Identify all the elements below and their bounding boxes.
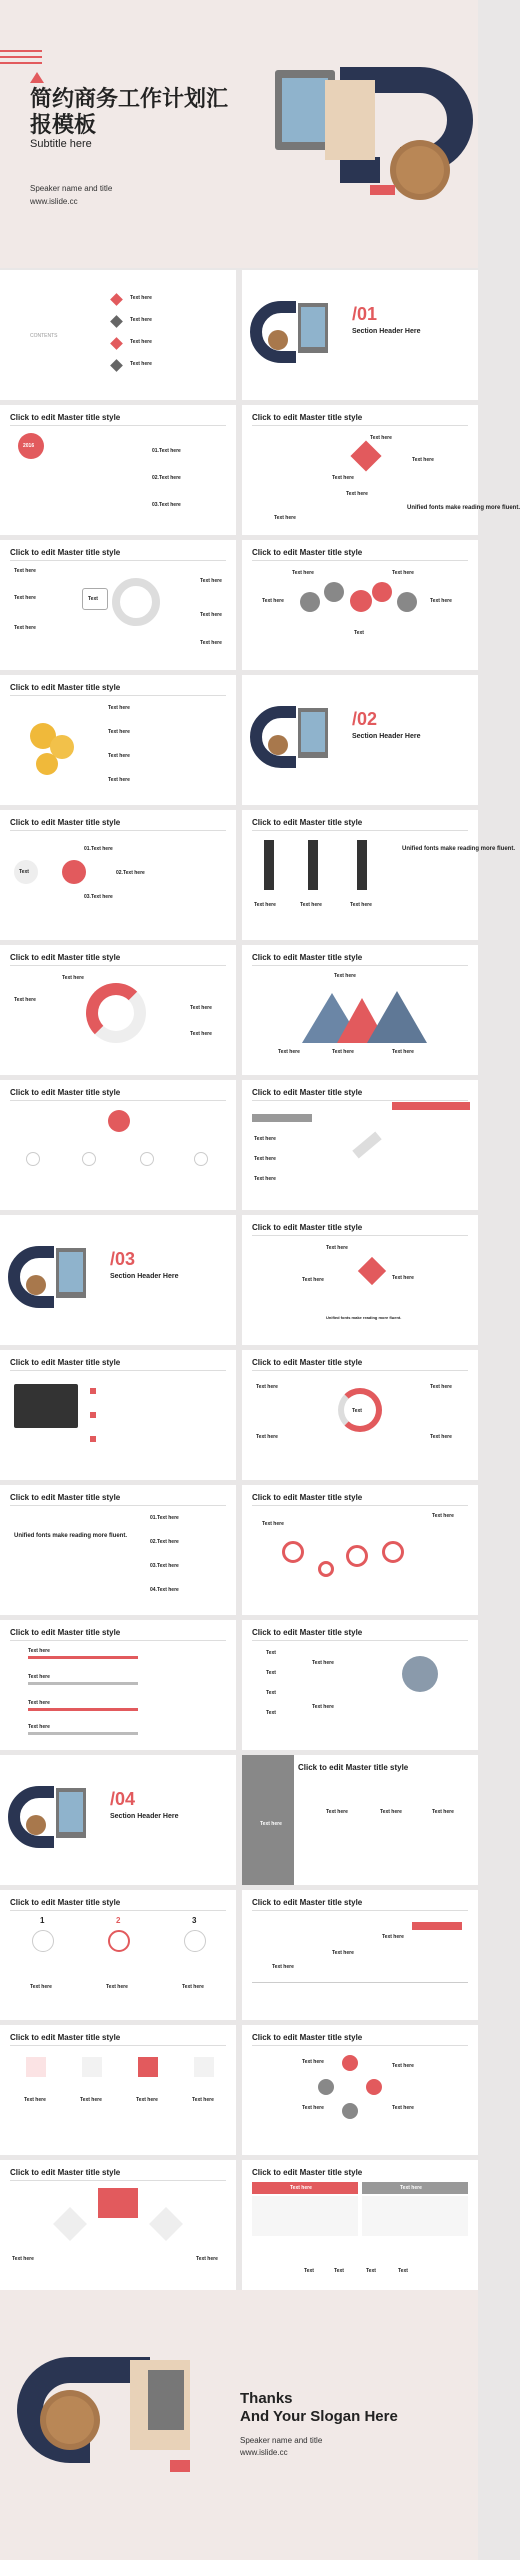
progress-bar bbox=[28, 1732, 138, 1735]
slide-diamond[interactable] bbox=[242, 405, 520, 535]
text-label: Text here bbox=[28, 1724, 50, 1730]
step-number: 2 bbox=[116, 1916, 121, 1925]
text-label: Text here bbox=[200, 578, 222, 584]
person-icon bbox=[357, 840, 367, 890]
node-circle bbox=[342, 2055, 358, 2071]
slide-title: Click to edit Master title style bbox=[252, 1358, 363, 1367]
diamond-label: Text here bbox=[332, 475, 354, 481]
photo-caption: Text here bbox=[260, 1821, 282, 1827]
person-avatar bbox=[402, 1656, 438, 1692]
text-label: Text here bbox=[302, 2105, 324, 2111]
text-label: Text here bbox=[302, 2059, 324, 2065]
title-rule bbox=[10, 1505, 226, 1506]
slide-title: Click to edit Master title style bbox=[10, 683, 121, 692]
slide-section-01[interactable] bbox=[242, 270, 478, 400]
text-label: Text here bbox=[350, 902, 372, 908]
small-label: Text bbox=[304, 2268, 314, 2274]
text-label: Text here bbox=[430, 1384, 452, 1390]
numbered-item: 01.Text here bbox=[84, 846, 113, 852]
slide-progress[interactable] bbox=[0, 1620, 236, 1750]
unified-text: Unified fonts make reading more fluent. bbox=[326, 1315, 402, 1320]
slide-title: Click to edit Master title style bbox=[10, 2168, 121, 2177]
slide-title: Click to edit Master title style bbox=[10, 953, 121, 962]
cover-triangle-icon bbox=[30, 72, 44, 83]
rocket-icon bbox=[352, 1132, 381, 1159]
progress-bar bbox=[28, 1656, 138, 1659]
ending-speaker: Speaker name and title bbox=[240, 2436, 323, 2445]
slide-bubbles[interactable] bbox=[242, 1485, 478, 1615]
cover-title: 简约商务工作计划汇报模板 bbox=[30, 86, 229, 137]
title-rule bbox=[10, 1640, 226, 1641]
title-rule bbox=[252, 560, 468, 561]
slide-timeline[interactable] bbox=[242, 1890, 478, 2020]
unified-text: Unified fonts make reading more fluent. bbox=[407, 505, 520, 511]
section-number: /02 bbox=[352, 709, 378, 729]
ring-shape bbox=[112, 578, 160, 626]
text-label: Text here bbox=[182, 1984, 204, 1990]
diamond-label: Text here bbox=[274, 515, 296, 521]
slogan-text: And Your Slogan Here bbox=[240, 2408, 398, 2425]
title-rule bbox=[10, 695, 226, 696]
text-label: Text here bbox=[326, 1245, 348, 1251]
diamond-shape bbox=[350, 440, 381, 471]
title-rule bbox=[252, 965, 468, 966]
center-text: Text bbox=[352, 1408, 362, 1414]
section-number: /01 bbox=[352, 304, 378, 324]
folder-icon bbox=[82, 2057, 102, 2077]
unified-text: Unified fonts make reading more fluent. bbox=[14, 1533, 128, 1539]
small-label: Text bbox=[398, 2268, 408, 2274]
slide-circle-text[interactable] bbox=[0, 540, 236, 670]
bullet-icon bbox=[90, 1412, 96, 1418]
section-header: Section Header Here bbox=[110, 1813, 179, 1820]
slide-hex-list[interactable] bbox=[0, 810, 236, 940]
slide-cross-circles[interactable] bbox=[242, 2025, 478, 2155]
text-label: Text here bbox=[292, 570, 314, 576]
text-label: Text here bbox=[190, 1005, 212, 1011]
slide-title: Click to edit Master title style bbox=[10, 413, 121, 422]
slide-donut[interactable] bbox=[0, 945, 236, 1075]
text-label: Text here bbox=[80, 2097, 102, 2103]
text-label: Text here bbox=[392, 570, 414, 576]
step-circle bbox=[184, 1930, 206, 1952]
slide-title: Click to edit Master title style bbox=[10, 1493, 121, 1502]
text-label: Text here bbox=[272, 1964, 294, 1970]
text-label: Text here bbox=[262, 1521, 284, 1527]
title-rule bbox=[10, 1100, 226, 1101]
icon-circle bbox=[372, 582, 392, 602]
text-label: Text here bbox=[136, 2097, 158, 2103]
label-bar bbox=[392, 1102, 470, 1110]
text-label: Text here bbox=[108, 777, 130, 783]
label-bar bbox=[252, 1114, 312, 1122]
slide-title: Click to edit Master title style bbox=[252, 1898, 363, 1907]
slide-title: Click to edit Master title style bbox=[252, 2033, 363, 2042]
title-rule bbox=[252, 830, 468, 831]
progress-bar bbox=[28, 1708, 138, 1711]
donut-shape bbox=[86, 983, 146, 1043]
slide-title: Click to edit Master title style bbox=[10, 1358, 121, 1367]
table-cell bbox=[252, 2196, 358, 2236]
text-label: Text here bbox=[190, 1031, 212, 1037]
numbered-item: 02.Text here bbox=[116, 870, 145, 876]
node-circle bbox=[366, 2079, 382, 2095]
thanks-title bbox=[240, 2390, 398, 2426]
text-label: Text here bbox=[256, 1434, 278, 1440]
small-label: Text bbox=[266, 1710, 276, 1716]
org-node bbox=[140, 1152, 154, 1166]
title-rule bbox=[252, 1100, 468, 1101]
building-photo bbox=[242, 1755, 294, 1885]
text-label: Text here bbox=[14, 595, 36, 601]
section-number: /04 bbox=[110, 1789, 136, 1809]
node-circle bbox=[318, 2079, 334, 2095]
coin-icon bbox=[36, 753, 58, 775]
text-label: Text here bbox=[432, 1513, 454, 1519]
slide-title: Click to edit Master title style bbox=[10, 818, 121, 827]
contents-diamond-icon bbox=[110, 337, 123, 350]
shape-icon bbox=[149, 2207, 183, 2241]
title-rule bbox=[252, 1505, 468, 1506]
org-node bbox=[194, 1152, 208, 1166]
title-rule bbox=[252, 1235, 468, 1236]
text-label: Text here bbox=[24, 2097, 46, 2103]
slide-icon-columns[interactable] bbox=[0, 2025, 236, 2155]
wifi-icon bbox=[194, 2057, 214, 2077]
triangle-photos bbox=[292, 983, 432, 1043]
text-label: Text here bbox=[278, 1049, 300, 1055]
desk-illustration-icon bbox=[14, 1780, 94, 1860]
numbered-item: 01.Text here bbox=[150, 1515, 179, 1521]
slide-title: Click to edit Master title style bbox=[252, 953, 363, 962]
text-label: Text here bbox=[14, 625, 36, 631]
text-label: Text here bbox=[108, 729, 130, 735]
icon-circle bbox=[324, 582, 344, 602]
text-label: Text here bbox=[28, 1648, 50, 1654]
cover-speaker: Speaker name and title bbox=[30, 184, 113, 193]
slide-circles-icons[interactable] bbox=[242, 540, 478, 670]
step-circle bbox=[32, 1930, 54, 1952]
text-label: Text here bbox=[262, 598, 284, 604]
person-icon bbox=[308, 840, 318, 890]
slide-diamond-2[interactable] bbox=[242, 1215, 478, 1345]
slide-title: Click to edit Master title style bbox=[10, 1628, 121, 1637]
slide-title: Click to edit Master title style bbox=[252, 818, 363, 827]
step-circle bbox=[108, 1930, 130, 1952]
small-label: Text bbox=[366, 2268, 376, 2274]
text-label: Text here bbox=[392, 1275, 414, 1281]
text-label: Text here bbox=[196, 2256, 218, 2262]
cover-stripes bbox=[0, 50, 42, 68]
umbrella-icon bbox=[138, 2057, 158, 2077]
slide-section-04[interactable] bbox=[0, 1755, 236, 1885]
contents-diamond-icon bbox=[110, 293, 123, 306]
slide-title: Click to edit Master title style bbox=[252, 1088, 363, 1097]
slide-year-list[interactable] bbox=[0, 405, 236, 535]
text-label: Text here bbox=[12, 2256, 34, 2262]
title-rule bbox=[10, 2045, 226, 2046]
diamond-label: Text here bbox=[370, 435, 392, 441]
unified-text: Unified fonts make reading more fluent. bbox=[402, 846, 516, 852]
section-header: Section Header Here bbox=[352, 328, 421, 335]
text-label: Text here bbox=[332, 1950, 354, 1956]
text-label: Text bbox=[354, 630, 364, 636]
desk-illustration-icon bbox=[256, 700, 336, 780]
slide-org[interactable] bbox=[0, 1080, 236, 1210]
contents-item: Text here bbox=[130, 317, 152, 323]
bubble bbox=[282, 1541, 304, 1563]
desk-illustration-icon bbox=[14, 1240, 94, 1320]
text-label: Text here bbox=[430, 1434, 452, 1440]
contents-item: Text here bbox=[130, 361, 152, 367]
section-header: Section Header Here bbox=[352, 733, 421, 740]
text-label: Text here bbox=[108, 753, 130, 759]
text-label: Text here bbox=[254, 1176, 276, 1182]
title-rule bbox=[252, 425, 468, 426]
slide-person-laptop[interactable] bbox=[242, 1620, 478, 1750]
slide-title: Click to edit Master title style bbox=[252, 1628, 363, 1637]
text-label: Text here bbox=[28, 1700, 50, 1706]
hex-text: Text bbox=[19, 869, 29, 875]
thanks-text: Thanks bbox=[240, 2390, 293, 2407]
step-number: 1 bbox=[40, 1916, 45, 1925]
diamond-label: Text here bbox=[412, 457, 434, 463]
text-label: Text here bbox=[14, 997, 36, 1003]
small-label: Text bbox=[334, 2268, 344, 2274]
slide-title: Click to edit Master title style bbox=[252, 2168, 363, 2177]
small-label: Text bbox=[266, 1670, 276, 1676]
slide-title: Click to edit Master title style bbox=[10, 1088, 121, 1097]
section-number: /03 bbox=[110, 1249, 136, 1269]
title-rule bbox=[10, 1370, 226, 1371]
slide-arc-list[interactable] bbox=[0, 1485, 236, 1615]
slide-people[interactable] bbox=[242, 810, 516, 940]
slide-section-02[interactable] bbox=[242, 675, 478, 805]
slide-tools[interactable] bbox=[0, 2160, 236, 2290]
title-rule bbox=[10, 1910, 226, 1911]
bullet-icon bbox=[90, 1436, 96, 1442]
hex-shape bbox=[62, 860, 86, 884]
icon-circle bbox=[350, 590, 372, 612]
title-rule bbox=[10, 425, 226, 426]
contents-diamond-icon bbox=[110, 315, 123, 328]
org-root bbox=[108, 1110, 130, 1132]
org-node bbox=[82, 1152, 96, 1166]
small-label: Text bbox=[266, 1690, 276, 1696]
diamond-label: Text here bbox=[346, 491, 368, 497]
timeline-axis bbox=[252, 1982, 468, 1983]
text-label: Text here bbox=[28, 1674, 50, 1680]
step-number: 3 bbox=[192, 1916, 197, 1925]
text-label: Text here bbox=[254, 1136, 276, 1142]
center-text: Text bbox=[88, 596, 98, 602]
contents-diamond-icon bbox=[110, 359, 123, 372]
slide-title: Click to edit Master title style bbox=[252, 413, 363, 422]
text-label: Text here bbox=[392, 2105, 414, 2111]
numbered-item: 04.Text here bbox=[150, 1587, 179, 1593]
slide-steps[interactable] bbox=[0, 1890, 236, 2020]
slide-title: Click to edit Master title style bbox=[10, 1898, 121, 1907]
contents-item: Text here bbox=[130, 339, 152, 345]
text-label: Text here bbox=[392, 2063, 414, 2069]
text-label: Text here bbox=[332, 1049, 354, 1055]
text-label: Text here bbox=[430, 598, 452, 604]
slide-title: Click to edit Master title style bbox=[252, 548, 363, 557]
table-header-text: Text here bbox=[400, 2185, 422, 2191]
progress-bar bbox=[28, 1682, 138, 1685]
slide-table[interactable] bbox=[242, 2160, 478, 2290]
diamond-shape bbox=[358, 1257, 386, 1285]
numbered-item: 03.Text here bbox=[150, 1563, 179, 1569]
ending-website: www.islide.cc bbox=[240, 2448, 288, 2457]
bubble bbox=[382, 1541, 404, 1563]
title-rule bbox=[252, 1370, 468, 1371]
contents-label: CONTENTS bbox=[30, 333, 58, 339]
text-label: Text here bbox=[256, 1384, 278, 1390]
slide-gear[interactable] bbox=[242, 1350, 478, 1480]
bubble bbox=[346, 1545, 368, 1567]
text-label: Text here bbox=[30, 1984, 52, 1990]
text-label: Text here bbox=[192, 2097, 214, 2103]
text-label: Text here bbox=[382, 1934, 404, 1940]
text-label: Text here bbox=[106, 1984, 128, 1990]
person-icon bbox=[264, 840, 274, 890]
title-rule bbox=[252, 1640, 468, 1641]
text-label: Text here bbox=[326, 1809, 348, 1815]
numbered-item: 02.Text here bbox=[150, 1539, 179, 1545]
text-label: Text here bbox=[14, 568, 36, 574]
text-label: Text here bbox=[312, 1660, 334, 1666]
slide-title: Click to edit Master title style bbox=[10, 548, 121, 557]
text-label: Text here bbox=[200, 612, 222, 618]
contents-item: Text here bbox=[130, 295, 152, 301]
desk-illustration-icon bbox=[270, 60, 470, 230]
bullet-icon bbox=[90, 1388, 96, 1394]
numbered-item: 03.Text here bbox=[84, 894, 113, 900]
chart-icon bbox=[53, 2207, 87, 2241]
slide-photo-columns[interactable] bbox=[242, 1755, 478, 1885]
text-label: Text here bbox=[312, 1704, 334, 1710]
slide-section-03[interactable] bbox=[0, 1215, 236, 1345]
tools-icon bbox=[98, 2188, 138, 2218]
table-header-text: Text here bbox=[290, 2185, 312, 2191]
bubble bbox=[318, 1561, 334, 1577]
search-icon bbox=[26, 2057, 46, 2077]
year-label: 2016 bbox=[23, 443, 35, 449]
ending-slide[interactable] bbox=[0, 2290, 478, 2560]
cover-slide[interactable] bbox=[0, 0, 478, 268]
text-label: Text here bbox=[62, 975, 84, 981]
numbered-item: 03.Text here bbox=[152, 502, 181, 508]
icon-circle bbox=[397, 592, 417, 612]
node-circle bbox=[342, 2103, 358, 2119]
text-label: Text here bbox=[300, 902, 322, 908]
slide-title: Click to edit Master title style bbox=[10, 2033, 121, 2042]
slide-monitor[interactable] bbox=[0, 1350, 236, 1480]
slide-triangles[interactable] bbox=[242, 945, 478, 1075]
slide-title: Click to edit Master title style bbox=[298, 1763, 409, 1772]
icon-circle bbox=[300, 592, 320, 612]
slide-coins[interactable] bbox=[0, 675, 236, 805]
small-label: Text bbox=[266, 1650, 276, 1656]
title-rule bbox=[10, 965, 226, 966]
desk-illustration-icon bbox=[20, 2340, 220, 2510]
slide-rocket[interactable] bbox=[242, 1080, 478, 1210]
title-rule bbox=[10, 830, 226, 831]
slide-title: Click to edit Master title style bbox=[252, 1223, 363, 1232]
title-rule bbox=[10, 2180, 226, 2181]
text-label: Text here bbox=[432, 1809, 454, 1815]
timeline-marker bbox=[412, 1922, 462, 1930]
title-rule bbox=[252, 2045, 468, 2046]
text-label: Text here bbox=[380, 1809, 402, 1815]
title-rule bbox=[252, 1910, 468, 1911]
text-label: Text here bbox=[108, 705, 130, 711]
monitor-icon bbox=[14, 1384, 78, 1428]
text-label: Text here bbox=[392, 1049, 414, 1055]
text-label: Text here bbox=[254, 1156, 276, 1162]
org-node bbox=[26, 1152, 40, 1166]
numbered-item: 02.Text here bbox=[152, 475, 181, 481]
slide-title: Click to edit Master title style bbox=[252, 1493, 363, 1502]
section-header: Section Header Here bbox=[110, 1273, 179, 1280]
text-label: Text here bbox=[254, 902, 276, 908]
title-rule bbox=[10, 560, 226, 561]
cover-subtitle: Subtitle here bbox=[30, 138, 92, 150]
text-label: Text here bbox=[334, 973, 356, 979]
cover-website: www.islide.cc bbox=[30, 197, 78, 206]
numbered-item: 01.Text here bbox=[152, 448, 181, 454]
desk-illustration-icon bbox=[256, 295, 336, 375]
text-label: Text here bbox=[302, 1277, 324, 1283]
table-cell bbox=[362, 2196, 468, 2236]
text-label: Text here bbox=[200, 640, 222, 646]
slide-contents[interactable] bbox=[0, 270, 236, 400]
